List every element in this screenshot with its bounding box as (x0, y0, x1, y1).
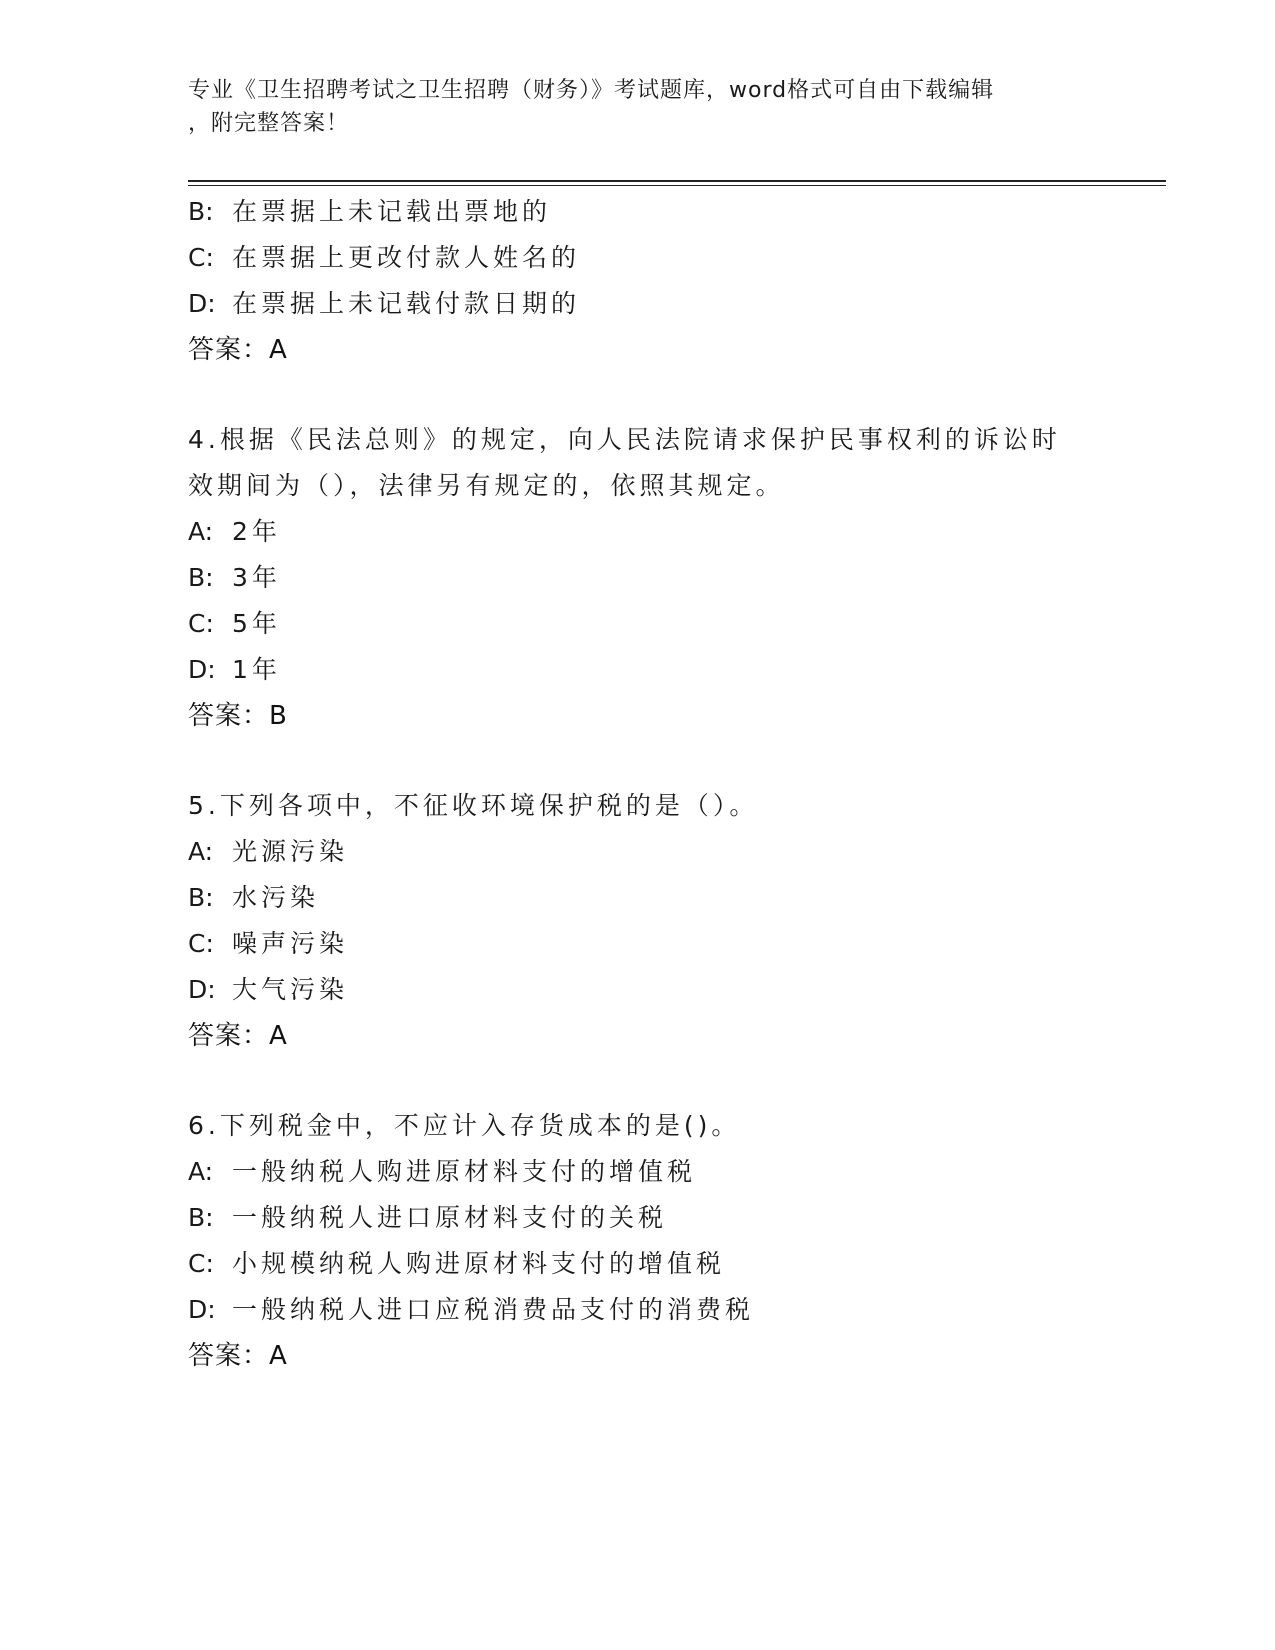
option-b (188, 1195, 1088, 1241)
option-text: 一般纳税人进口原材料支付的关税 (232, 1203, 668, 1232)
option-d (188, 647, 1088, 693)
option-c (188, 921, 1088, 967)
option-text: 5年 (232, 609, 281, 638)
option-b (188, 555, 1088, 601)
question-5 (188, 783, 1088, 1059)
option-b (188, 189, 1088, 235)
header-line-2: ，附完整答案！ (188, 111, 350, 136)
option-d (188, 281, 1088, 327)
option-b (188, 875, 1088, 921)
question-list (188, 189, 1088, 1379)
option-key: C: (188, 1249, 214, 1278)
option-a (188, 829, 1088, 875)
option-text: 大气污染 (232, 975, 349, 1004)
question-3-continued (188, 189, 1088, 373)
option-text: 3年 (232, 563, 281, 592)
document-header (188, 74, 1068, 140)
option-text: 一般纳税人进口应税消费品支付的消费税 (232, 1295, 755, 1324)
option-key: D: (188, 975, 216, 1004)
question-4 (188, 417, 1088, 739)
option-key: A: (188, 1157, 214, 1186)
spacer (188, 739, 1088, 783)
option-text: 小规模纳税人购进原材料支付的增值税 (232, 1249, 726, 1278)
option-key: A: (188, 517, 214, 546)
option-key: B: (188, 563, 214, 592)
option-key: B: (188, 197, 214, 226)
answer-line: 答案：B (188, 701, 288, 731)
question-stem (188, 417, 1088, 509)
option-d (188, 1287, 1088, 1333)
question-stem-line-1: 6.下列税金中，不应计入存货成本的是()。 (188, 1111, 741, 1140)
option-text: 1年 (232, 655, 281, 684)
option-a (188, 509, 1088, 555)
option-text: 水污染 (232, 883, 320, 912)
question-stem-line-1: 5.下列各项中，不征收环境保护税的是（）。 (188, 791, 759, 820)
option-c (188, 235, 1088, 281)
option-text: 在票据上未记载出票地的 (232, 197, 552, 226)
option-key: D: (188, 289, 216, 318)
answer-line: 答案：A (188, 1021, 288, 1051)
option-key: D: (188, 655, 216, 684)
option-text: 2年 (232, 517, 281, 546)
header-line-1: 专业《卫生招聘考试之卫生招聘（财务）》考试题库，word格式可自由下载编辑 (188, 78, 995, 103)
question-stem (188, 783, 1088, 829)
option-key: C: (188, 609, 214, 638)
question-6 (188, 1103, 1088, 1379)
option-key: D: (188, 1295, 216, 1324)
option-text: 光源污染 (232, 837, 349, 866)
header-divider-thin (188, 185, 1166, 186)
option-key: C: (188, 243, 214, 272)
question-stem (188, 1103, 1088, 1149)
header-divider-thick (188, 180, 1166, 182)
answer-line: 答案：A (188, 1341, 288, 1371)
option-d (188, 967, 1088, 1013)
option-key: B: (188, 1203, 214, 1232)
option-text: 噪声污染 (232, 929, 349, 958)
answer-line: 答案：A (188, 335, 288, 365)
spacer (188, 1059, 1088, 1103)
option-key: A: (188, 837, 214, 866)
option-text: 在票据上更改付款人姓名的 (232, 243, 581, 272)
option-key: B: (188, 883, 214, 912)
option-c (188, 1241, 1088, 1287)
option-a (188, 1149, 1088, 1195)
spacer (188, 373, 1088, 417)
option-key: C: (188, 929, 214, 958)
question-stem-line-1: 4.根据《民法总则》的规定，向人民法院请求保护民事权利的诉讼时 (188, 425, 1061, 454)
option-c (188, 601, 1088, 647)
question-stem-line-2: 效期间为（），法律另有规定的，依照其规定。 (188, 471, 785, 500)
option-text: 在票据上未记载付款日期的 (232, 289, 581, 318)
option-text: 一般纳税人购进原材料支付的增值税 (232, 1157, 697, 1186)
